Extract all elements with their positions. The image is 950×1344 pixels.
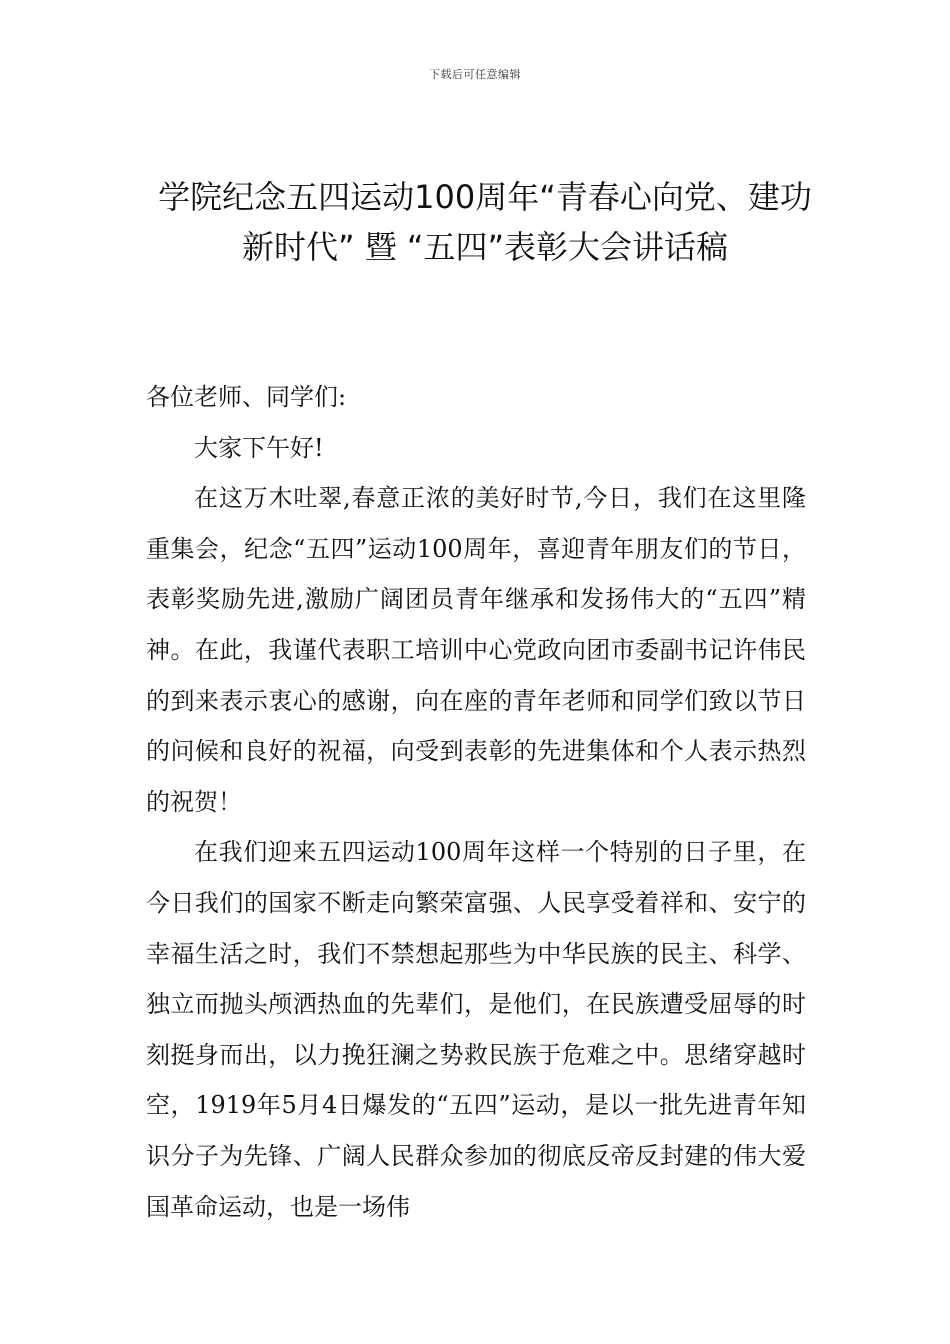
- paragraph-2: 在我们迎来五四运动100周年这样一个特别的日子里，在今日我们的国家不断走向繁荣富强、人民享受着祥和、安宁的幸福生活之时，我们不禁想起那些为中华民族的民主、科学、独立而抛头颅洒热血的先辈们，是他们，在民族遭受屈辱的时刻挺身而出，以力挽狂澜之势救民族于危难之中。思绪穿越时空，1919年5月4日爆发的“五四”运动，是以一批先进青年知识分子为先锋、广阔人民群众参加的彻底反帝反封建的伟大爱国革命运动，也是一场伟: [146, 838, 806, 1221]
- document-body: [146, 372, 806, 1232]
- salutation: 各位老师、同学们:: [146, 383, 347, 411]
- document-title: 学院纪念五四运动100周年“青春心向党、建功新时代” 暨 “五四”表彰大会讲话稿: [158, 178, 812, 266]
- header-note: 下载后可任意编辑: [429, 68, 521, 81]
- greeting: 大家下午好!: [194, 433, 324, 462]
- paragraph-1: 在这万木吐翠,春意正浓的美好时节,今日，我们在这里隆重集会，纪念“五四”运动100周年，喜迎青年朋友们的节日，表彰奖励先进,激励广阔团员青年继承和发扬伟大的“五四”精神。在此，我谨代表职工培训中心党政向团市委副书记许伟民的到来表示衷心的感谢，向在座的青年老师和同学们致以节日的问候和良好的祝福，向受到表彰的先进集体和个人表示热烈的祝贺！: [146, 484, 806, 816]
